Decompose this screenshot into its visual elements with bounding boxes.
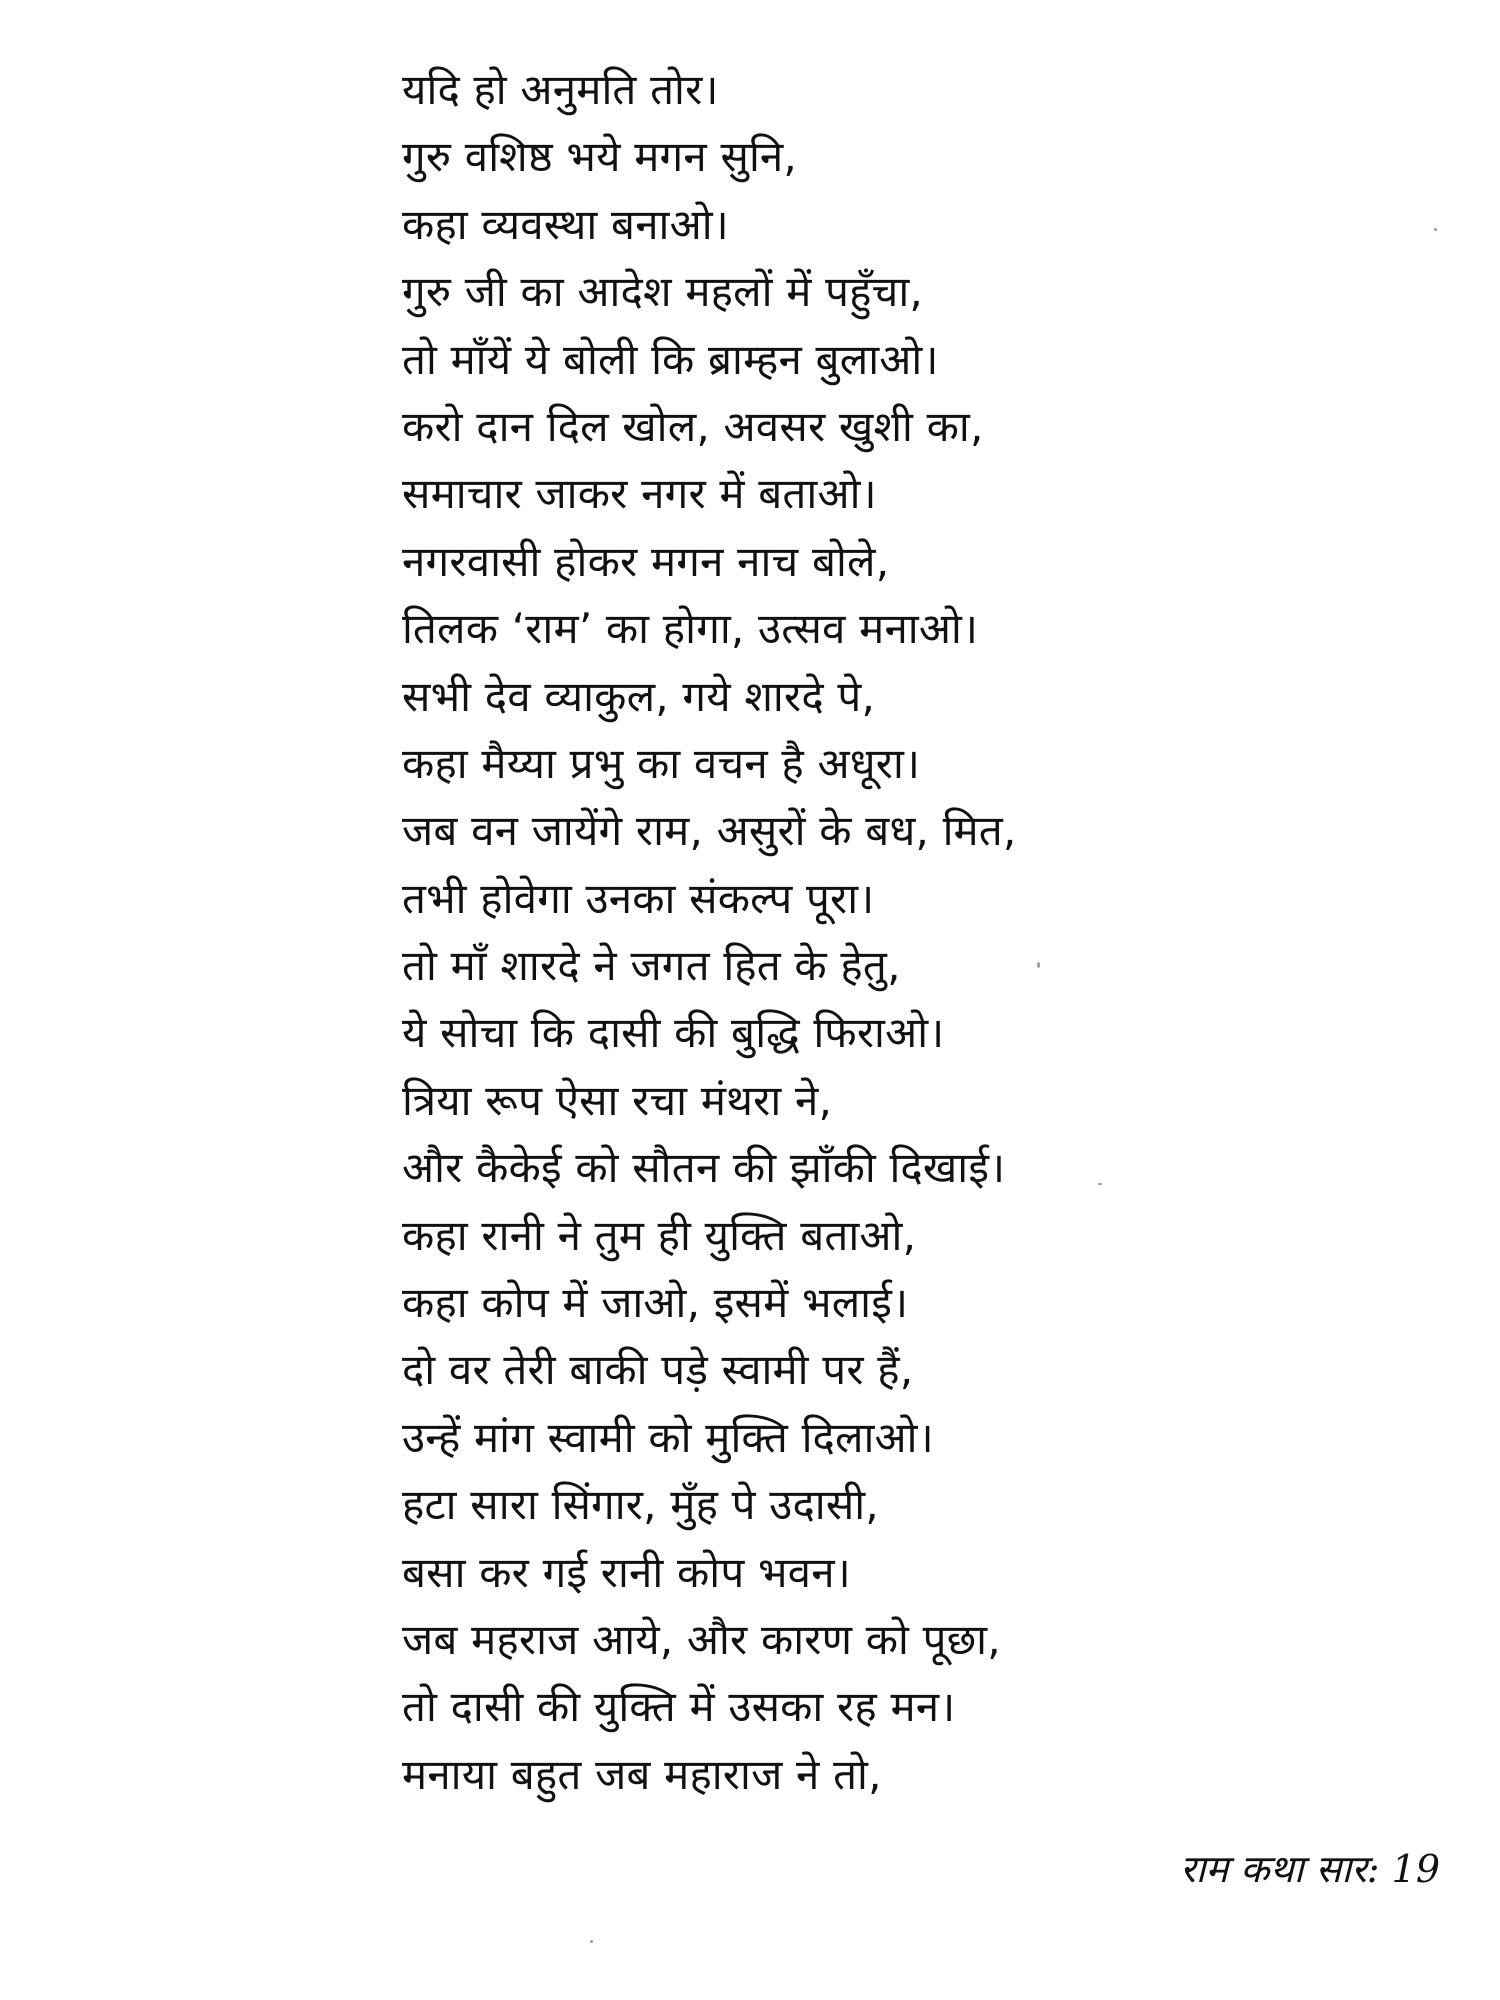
poem-line: बसा कर गई रानी कोप भवन। — [402, 1547, 851, 1597]
scan-speck — [1037, 962, 1040, 968]
poem-line: जब महराज आये, और कारण को पूछा, — [402, 1614, 1001, 1664]
poem-line: नगरवासी होकर मगन नाच बोले, — [402, 536, 890, 586]
poem-text — [402, 56, 1442, 1808]
poem-line: हटा सारा सिंगार, मुँह पे उदासी, — [402, 1480, 879, 1530]
poem-line: यदि हो अनुमति तोर। — [402, 65, 719, 114]
scan-speck — [1098, 1183, 1102, 1185]
poem-line: कहा मैय्या प्रभु का वचन है अधूरा। — [402, 738, 921, 788]
poem-line: तो माँ शारदे ने जगत हित के हेतु, — [402, 941, 901, 991]
poem-line: कहा व्यवस्था बनाओ। — [402, 199, 729, 249]
poem-line: ये सोचा कि दासी की बुद्धि फिराओ। — [402, 1008, 945, 1058]
poem-line: तिलक ‘राम’ का होगा, उत्सव मनाओ। — [402, 604, 979, 654]
scan-speck — [1434, 228, 1437, 231]
scan-speck — [590, 1940, 593, 1943]
poem-line: मनाया बहुत जब महाराज ने तो, — [402, 1749, 882, 1799]
running-footer-page-number: राम कथा सार: 19 — [1180, 1847, 1440, 1891]
poem-line: सभी देव व्याकुल, गये शारदे पे, — [402, 671, 876, 721]
poem-line: जब वन जायेंगे राम, असुरों के बध, मित, — [402, 806, 1017, 856]
poem-line: करो दान दिल खोल, अवसर खुशी का, — [402, 401, 984, 451]
poem-line: तभी होवेगा उनका संकल्प पूरा। — [402, 873, 875, 923]
poem-line: त्रिया रूप ऐसा रचा मंथरा ने, — [402, 1075, 833, 1125]
poem-line: उन्हें मांग स्वामी को मुक्ति दिलाओ। — [402, 1412, 934, 1462]
poem-line: गुरु जी का आदेश महलों में पहुँचा, — [402, 267, 923, 317]
poem-line: कहा कोप में जाओ, इसमें भलाई। — [402, 1278, 909, 1328]
poem-line: दो वर तेरी बाकी पड़े स्वामी पर हैं, — [402, 1345, 914, 1395]
poem-line: तो माँयें ये बोली कि ब्राम्हन बुलाओ। — [402, 334, 939, 384]
poem-line: गुरु वशिष्ठ भये मगन सुनि, — [402, 132, 797, 182]
poem-line: कहा रानी ने तुम ही युक्ति बताओ, — [402, 1210, 917, 1260]
poem-line: और कैकेई को सौतन की झाँकी दिखाई। — [402, 1143, 1006, 1193]
poem-line: तो दासी की युक्ति में उसका रह मन। — [402, 1682, 956, 1732]
poem-line: समाचार जाकर नगर में बताओ। — [402, 469, 877, 519]
